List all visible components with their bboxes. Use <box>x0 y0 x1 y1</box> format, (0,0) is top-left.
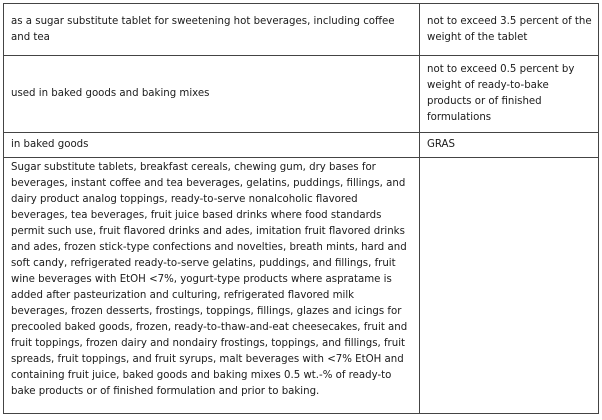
limit-cell: not to exceed 3.5 percent of the weight of the tablet <box>420 4 599 56</box>
limit-cell: not to exceed 0.5 percent by weight of ready-to-bake products or of finished formulations <box>420 56 599 133</box>
use-cell: used in baked goods and baking mixes <box>4 56 420 133</box>
table-row <box>4 133 599 158</box>
table-row <box>4 56 599 133</box>
table-row <box>4 4 599 56</box>
limit-cell: GRAS <box>420 133 599 158</box>
regulation-table <box>3 3 599 414</box>
use-cell: as a sugar substitute tablet for sweetening hot beverages, including coffee and tea <box>4 4 420 56</box>
use-cell: Sugar substitute tablets, breakfast cereals, chewing gum, dry bases for beverages, instant coffee and tea beverages, gelatins, puddings, fillings, and dairy product analog toppings, ready-to-serve nonalcoholic flavored beverages, tea beverages, fruit juice based drinks where food standards permit such use, fruit flavored drinks and ades, imitation fruit flavored drinks and ades, frozen stick-type confections and novelties, breath mints, hard and soft candy, refrigerated ready-to-serve gelatins, puddings, and fillings, fruit wine beverages with EtOH <7%, yogurt-type products where aspratame is added after pasteurization and culturing, refrigerated flavored milk beverages, frozen desserts, frostings, toppings, fillings, glazes and icings for precooled baked goods, frozen, ready-to-thaw-and-eat cheesecakes, fruit and fruit toppings, frozen dairy and nondairy frostings, toppings, and fillings, fruit spreads, fruit toppings, and fruit syrups, malt beverages with <7% EtOH and containing fruit juice, baked goods and baking mixes 0.5 wt.-% of ready-to bake products or of finished formulation and prior to baking. <box>4 158 420 414</box>
limit-cell <box>420 158 599 414</box>
table-row <box>4 158 599 414</box>
use-cell: in baked goods <box>4 133 420 158</box>
